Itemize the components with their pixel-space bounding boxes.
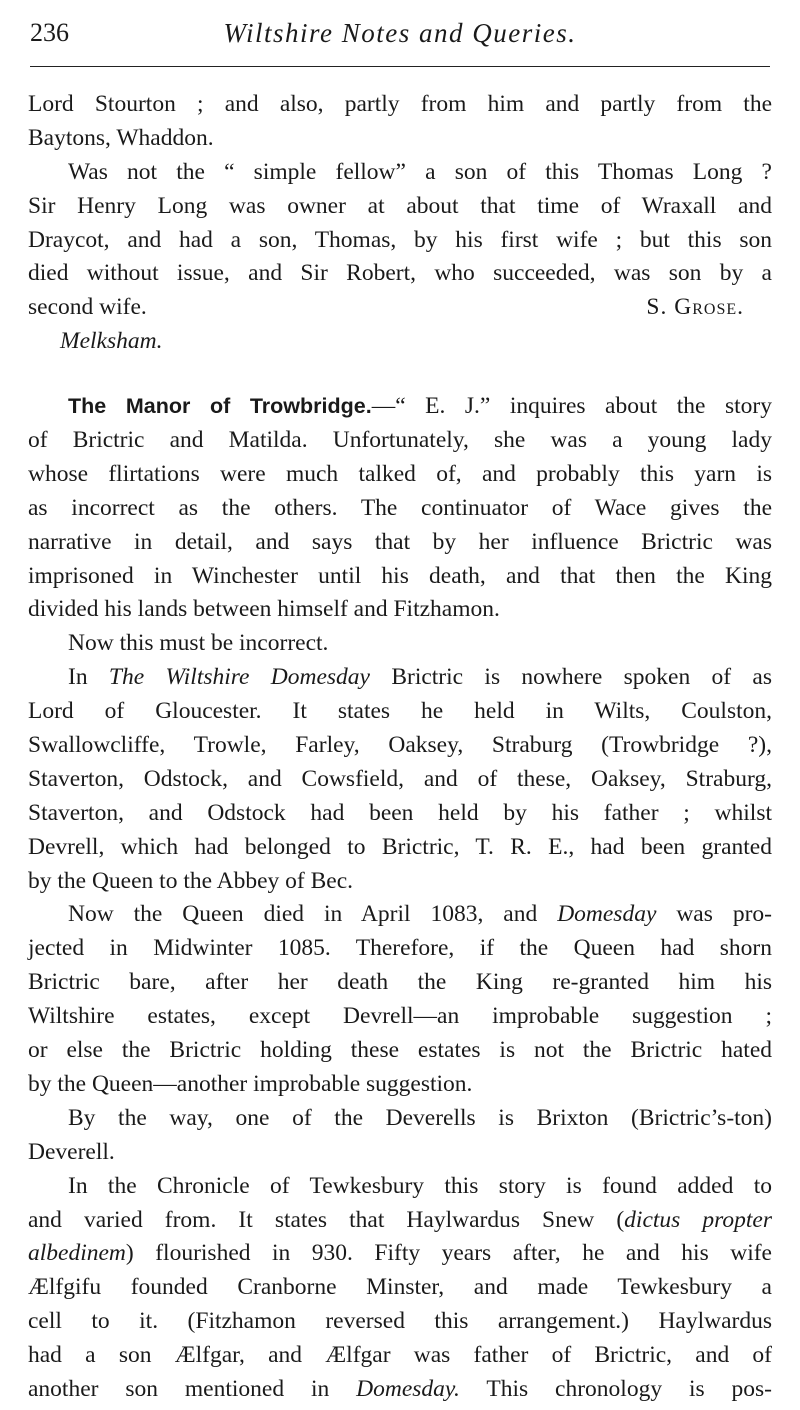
text-fragment: Now the Queen died in April 1083, and — [68, 901, 558, 928]
place-name: Melksham. — [60, 328, 163, 355]
text-line: jected in Midwinter 1085. Therefore, if the Queen had shorn — [28, 935, 772, 962]
text-line: by the Queen to the Abbey of Bec. — [28, 867, 353, 894]
text-line: by the Queen—another improbable suggestion. — [28, 1070, 473, 1097]
text-line: Lord Stourton ; and also, partly from him and partly from the — [28, 91, 772, 117]
text-line: had a son Ælfgar, and Ælfgar was father of Brictric, and of — [28, 1342, 772, 1369]
text-line: Draycot, and had a son, Thomas, by his first wife ; but this son — [28, 226, 772, 253]
latin-phrase: dictus propter — [624, 1206, 773, 1233]
text-line: imprisoned in Winchester until his death, and that then the King — [28, 562, 772, 589]
text-line: Now this must be incorrect. — [68, 630, 329, 657]
text-line: Staverton, Odstock, and Cowsfield, and of these, Oaksey, Straburg, — [28, 765, 772, 792]
text-line — [28, 661, 772, 695]
text-line: narrative in detail, and says that by her influence Brictric was — [28, 528, 772, 555]
text-fragment: In — [68, 664, 109, 691]
text-line: cell to it. (Fitzhamon reversed this arrangement.) Haylwardus — [28, 1308, 772, 1335]
page-number: 236 — [30, 18, 69, 47]
text-line: whose flirtations were much talked of, and probably this yarn is — [28, 460, 772, 487]
text-line: divided his lands between himself and Fitzhamon. — [28, 596, 500, 623]
text-fragment: second wife. — [28, 294, 147, 321]
book-title: Domesday. — [356, 1375, 460, 1402]
text-line: of Brictric and Matilda. Unfortunately, she was a young lady — [28, 427, 772, 454]
text-fragment: another son mentioned in — [28, 1375, 357, 1402]
text-line: or else the Brictric holding these estates is not the Brictric hated — [28, 1037, 772, 1064]
book-title: Domesday — [557, 901, 657, 928]
page-header — [30, 14, 770, 54]
page-body — [28, 88, 772, 1407]
text-line: died without issue, and Sir Robert, who succeeded, was son by a — [28, 260, 772, 287]
text-line — [28, 1373, 772, 1407]
header-rule — [30, 66, 770, 67]
text-line: In the Chronicle of Tewkesbury this story is found added to — [68, 1172, 772, 1199]
text-fragment: This chronology is pos- — [459, 1375, 772, 1402]
text-fragment: ) flourished in 930. Fifty years after, he and his wife — [125, 1240, 772, 1267]
text-line: as incorrect as the others. The continuator of Wace gives the — [28, 494, 772, 521]
text-line: Staverton, and Odstock had been held by his father ; whilst — [28, 799, 772, 826]
text-line: Sir Henry Long was owner at about that time of Wraxall and — [28, 192, 772, 219]
text-fragment: —“ E. J.” inquires about the story — [371, 393, 772, 420]
text-fragment: Brictric is nowhere spoken of as — [370, 664, 772, 691]
section-gap — [28, 359, 772, 390]
text-line — [28, 898, 772, 932]
text-line: Devrell, which had belonged to Brictric, T. R. E., had been granted — [28, 833, 772, 860]
text-line: Swallowcliffe, Trowle, Farley, Oaksey, Straburg (Trowbridge ?), — [28, 732, 772, 759]
running-title: Wiltshire Notes and Queries. — [223, 18, 577, 48]
latin-phrase: albedinem — [28, 1240, 126, 1267]
text-line: Deverell. — [28, 1138, 115, 1165]
text-line: Brictric bare, after her death the King re-granted him his — [28, 969, 772, 996]
text-line — [28, 1204, 772, 1238]
book-title: The Wiltshire Domesday — [108, 664, 370, 691]
text-line-with-signature — [28, 291, 772, 325]
author-signature: S. Grose. — [646, 294, 744, 321]
text-line: Ælfgifu founded Cranborne Minster, and made Tewkesbury a — [28, 1274, 772, 1301]
text-fragment: was pro- — [656, 901, 772, 928]
text-line: Was not the “ simple fellow” a son of this Thomas Long ? — [68, 158, 772, 185]
text-fragment: and varied from. It states that Haylwardus Snew ( — [28, 1206, 625, 1233]
text-line: Baytons, Whaddon. — [28, 124, 214, 151]
text-line — [28, 1237, 772, 1271]
text-line: By the way, one of the Deverells is Brixton (Brictric’s-ton) — [68, 1104, 772, 1131]
text-line: Lord of Gloucester. It states he held in Wilts, Coulston, — [28, 698, 772, 725]
section-heading: The Manor of Trowbridge. — [68, 394, 372, 419]
text-line: Wiltshire estates, except Devrell—an improbable suggestion ; — [28, 1003, 772, 1030]
text-line-with-heading — [28, 390, 772, 424]
